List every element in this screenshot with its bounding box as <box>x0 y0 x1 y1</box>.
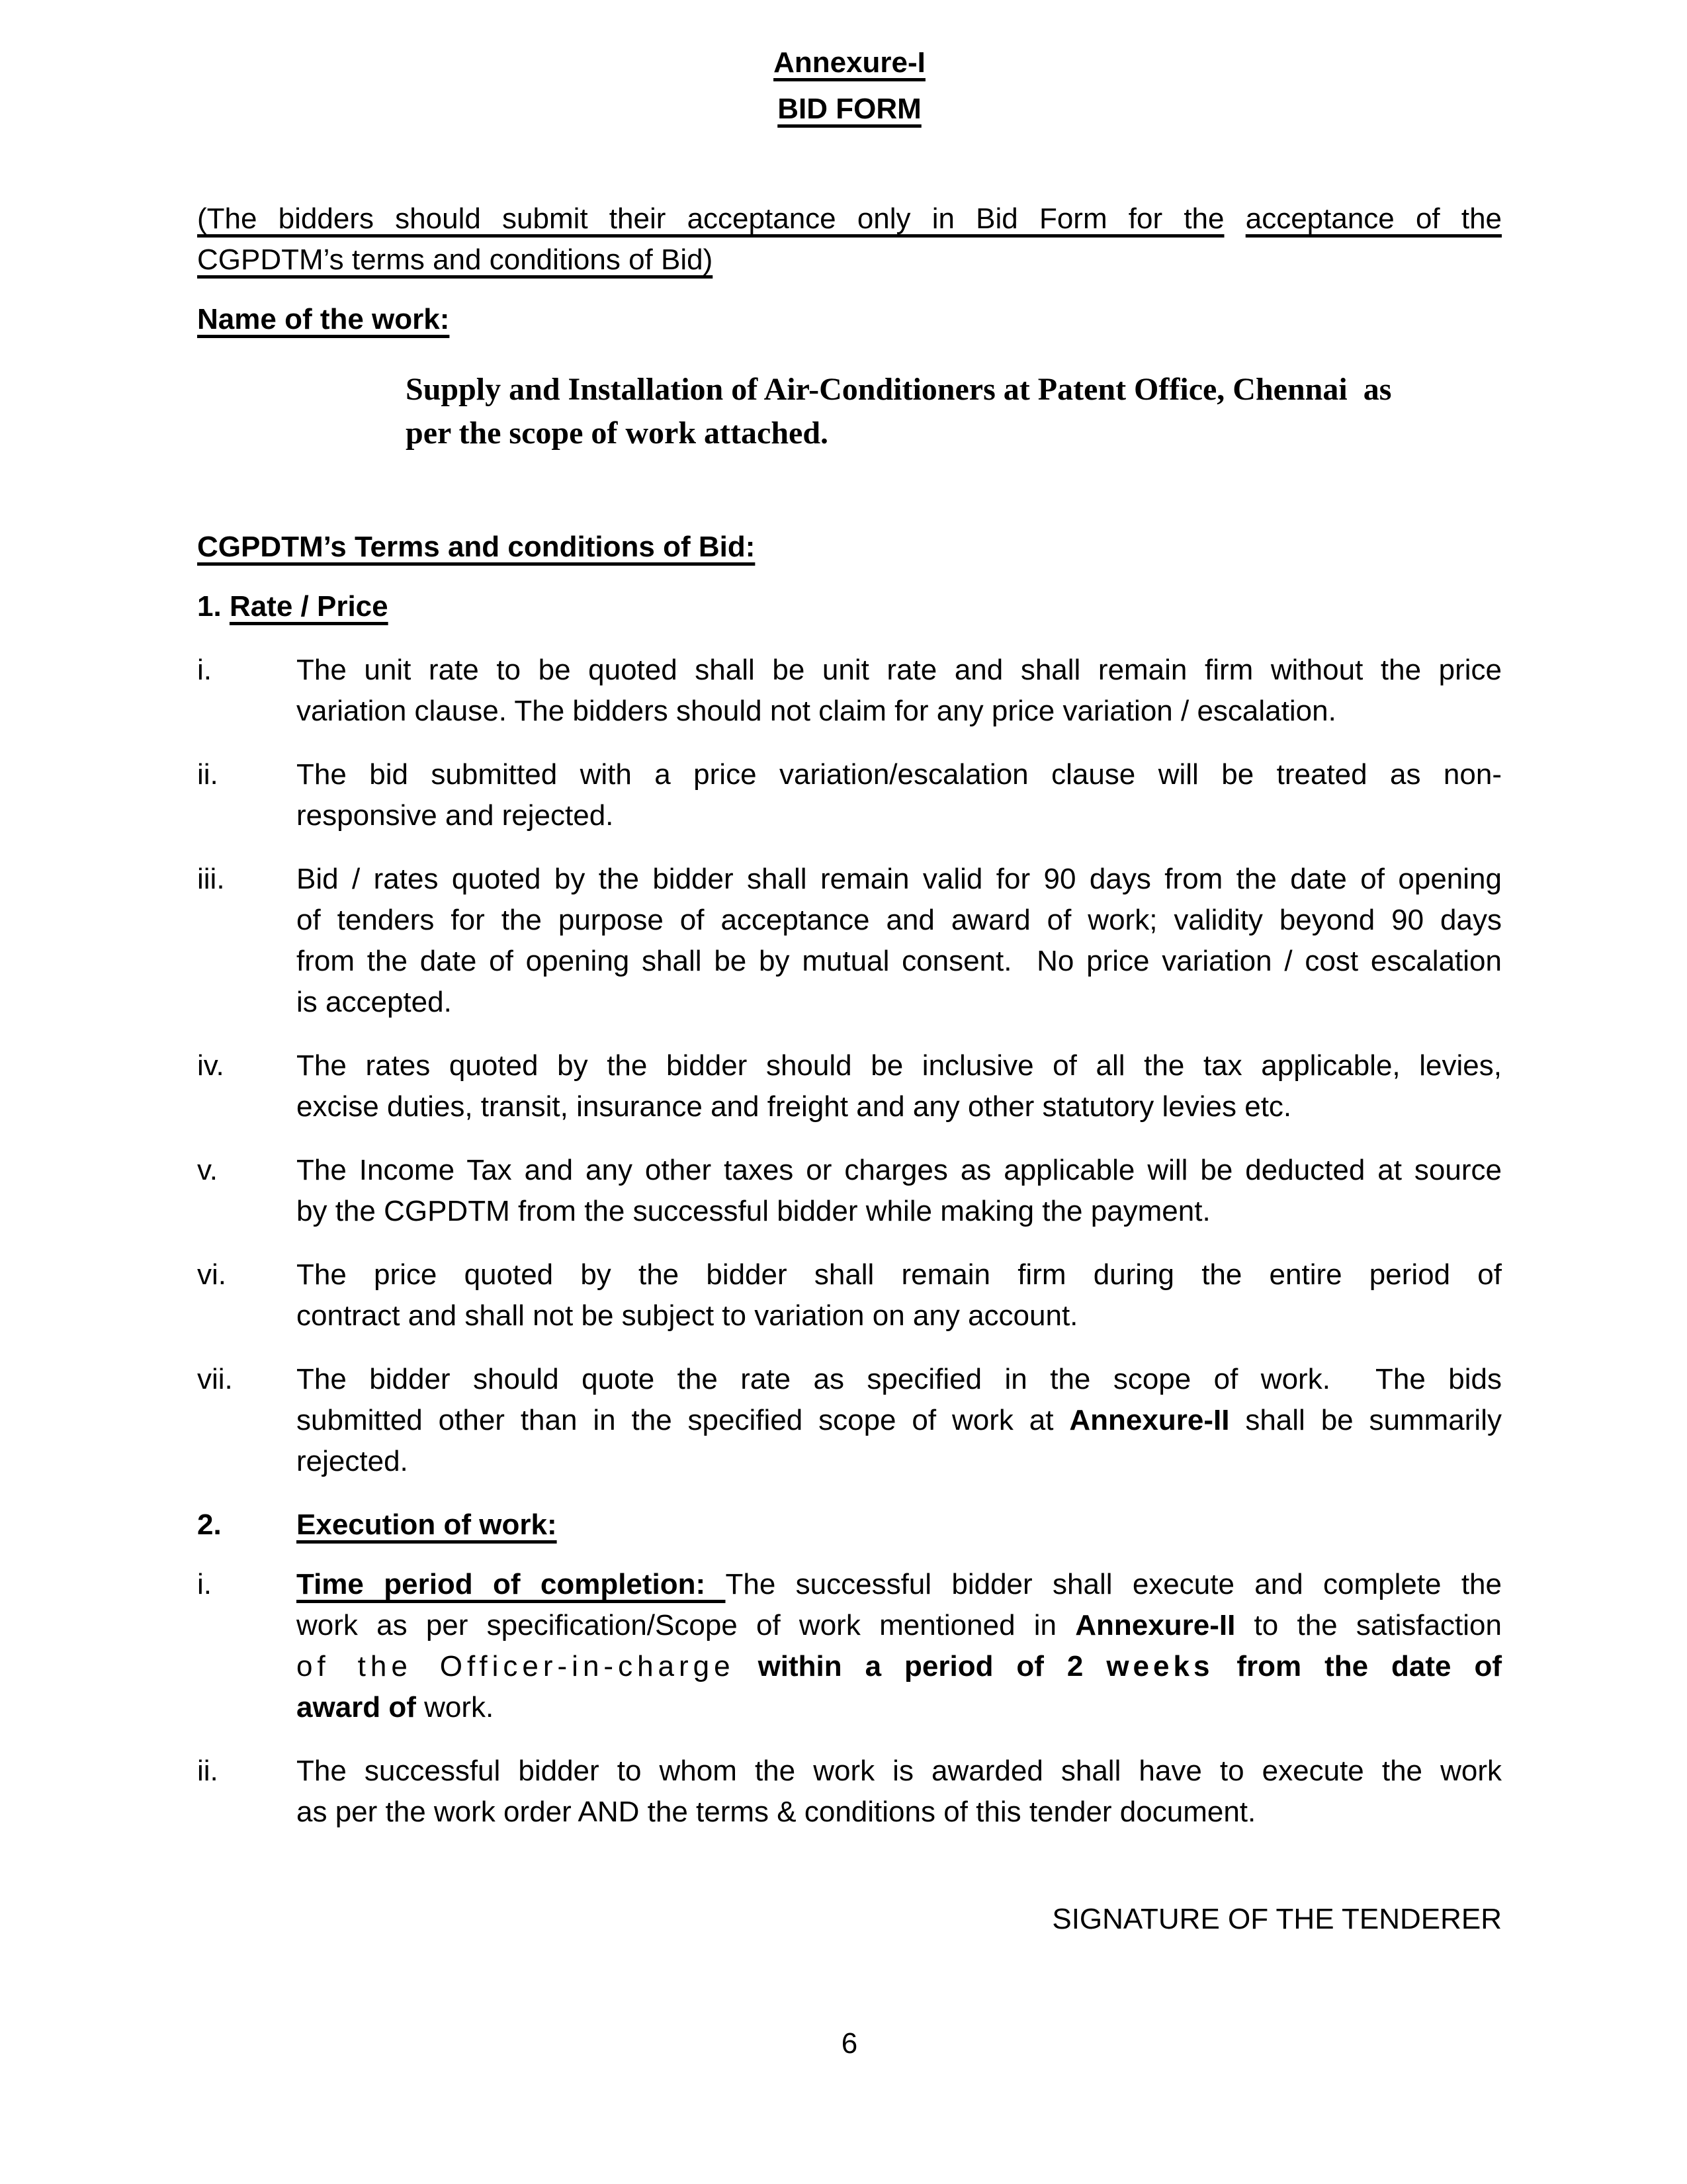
work-name <box>406 368 1502 455</box>
exec-line: The successful bidder to whom the work is awarded shall have to execute the work <box>296 1755 1502 1787</box>
terms-heading-text: CGPDTM’s Terms and conditions of Bid: <box>197 531 756 563</box>
term-item-iii <box>197 859 1502 1023</box>
intro-note-line-2 <box>197 240 1502 281</box>
term-item-body <box>296 754 1502 836</box>
exec-run: work. <box>424 1691 494 1724</box>
term-line: Bid / rates quoted by the bidder shall remain valid for 90 days from the date of opening <box>296 863 1502 895</box>
term-line: The bid submitted with a price variation/escalation clause will be treated as non- <box>296 758 1502 791</box>
work-name-line-2: per the scope of work attached. <box>406 415 829 451</box>
term-item-body <box>296 859 1502 1023</box>
section-1-number: 1. <box>197 590 222 623</box>
list-marker: vii. <box>197 1363 233 1395</box>
term-line: responsive and rejected. <box>296 799 614 832</box>
section-2-heading <box>197 1505 1502 1546</box>
term-item-body <box>296 1150 1502 1232</box>
intro-note-run-1: (The bidders should submit their acceptance only in Bid Form for the <box>197 202 1225 235</box>
term-line: excise duties, transit, insurance and freight and any other statutory levies etc. <box>296 1090 1292 1123</box>
exec-run: The successful bidder shall execute and complete the <box>725 1568 1502 1600</box>
term-item-body <box>296 650 1502 732</box>
list-marker: iv. <box>197 1049 224 1082</box>
intro-note-run-3: CGPDTM’s terms and conditions of Bid) <box>197 243 713 276</box>
page-number: 6 <box>841 2027 858 2060</box>
exec-line <box>296 1646 1502 1687</box>
exec-run-bold: Annexure-II <box>1075 1609 1236 1641</box>
list-marker: i. <box>197 654 212 686</box>
annexure-title-text: Annexure-I <box>773 46 926 79</box>
term-item-ii <box>197 754 1502 836</box>
name-of-work-heading-text: Name of the work: <box>197 303 450 335</box>
exec-item-ii <box>197 1751 1502 1833</box>
name-of-work-heading <box>197 299 1502 340</box>
term-run-bold: Annexure-II <box>1069 1404 1230 1436</box>
list-marker: ii. <box>197 1755 218 1787</box>
annexure-title <box>197 42 1502 83</box>
bid-form-title <box>197 89 1502 130</box>
term-item-body <box>296 1045 1502 1127</box>
terms-heading <box>197 527 1502 568</box>
list-marker: i. <box>197 1568 212 1600</box>
exec-line <box>296 1564 1502 1605</box>
section-1-title: Rate / Price <box>229 590 388 623</box>
term-run: shall be summarily <box>1245 1404 1502 1436</box>
bid-form-title-text: BID FORM <box>777 93 922 125</box>
section-1-heading <box>197 586 1502 627</box>
exec-run-bold: within a period of 2 <box>757 1650 1084 1682</box>
intro-note-line-1 <box>197 198 1502 240</box>
intro-note-run-2: acceptance of the <box>1245 202 1502 235</box>
list-marker: v. <box>197 1154 218 1186</box>
term-line: The price quoted by the bidder shall remain firm during the entire period of <box>296 1258 1502 1291</box>
term-line: from the date of opening shall be by mutual consent. No price variation / cost escalation <box>296 945 1502 977</box>
exec-item-body <box>296 1751 1502 1833</box>
section-2-title-wrap <box>296 1505 557 1546</box>
list-marker: iii. <box>197 863 225 895</box>
exec-run: to the satisfaction <box>1254 1609 1502 1641</box>
exec-run-bold: from the date of <box>1236 1650 1502 1682</box>
term-line: The Income Tax and any other taxes or charges as applicable will be deducted at source <box>296 1154 1502 1186</box>
term-line: variation clause. The bidders should not claim for any price variation / escalation. <box>296 695 1336 727</box>
exec-run-bold-spaced: weeks <box>1106 1650 1214 1682</box>
exec-line <box>296 1605 1502 1646</box>
exec-line: as per the work order AND the terms & conditions of this tender document. <box>296 1796 1256 1828</box>
term-item-vii <box>197 1359 1502 1482</box>
term-line: of tenders for the purpose of acceptance and award of work; validity beyond 90 days <box>296 904 1502 936</box>
term-item-i <box>197 650 1502 732</box>
term-item-iv <box>197 1045 1502 1127</box>
section-2-title: Execution of work: <box>296 1508 557 1541</box>
exec-run-spaced: of the Officer-in-charge <box>296 1650 735 1682</box>
term-item-vi <box>197 1254 1502 1336</box>
work-name-line-1: Supply and Installation of Air-Conditioners at Patent Office, Chennai as <box>406 372 1392 407</box>
exec-item-i <box>197 1564 1502 1728</box>
term-line: The bidder should quote the rate as specified in the scope of work. The bids <box>296 1363 1502 1395</box>
section-2-number: 2. <box>197 1508 222 1541</box>
term-line: contract and shall not be subject to variation on any account. <box>296 1299 1078 1332</box>
list-marker: vi. <box>197 1258 226 1291</box>
exec-item-body <box>296 1564 1502 1728</box>
intro-note <box>197 198 1502 281</box>
term-run: submitted other than in the specified scope of work at <box>296 1404 1054 1436</box>
term-item-v <box>197 1150 1502 1232</box>
term-line: is accepted. <box>296 986 452 1018</box>
term-line: rejected. <box>296 1445 408 1477</box>
term-line: The rates quoted by the bidder should be inclusive of all the tax applicable, levies, <box>296 1049 1502 1082</box>
signature-label: SIGNATURE OF THE TENDERER <box>1052 1903 1502 1935</box>
term-line <box>296 1400 1502 1441</box>
list-marker: ii. <box>197 758 218 791</box>
time-period-label: Time period of completion: <box>296 1568 726 1600</box>
term-item-body <box>296 1359 1502 1482</box>
exec-run: work as per specification/Scope of work mentioned in <box>296 1609 1057 1641</box>
term-line: The unit rate to be quoted shall be unit rate and shall remain firm without the price <box>296 654 1502 686</box>
term-item-body <box>296 1254 1502 1336</box>
exec-run-bold: award of <box>296 1691 416 1724</box>
exec-line <box>296 1687 1502 1728</box>
term-line: by the CGPDTM from the successful bidder while making the payment. <box>296 1195 1211 1227</box>
